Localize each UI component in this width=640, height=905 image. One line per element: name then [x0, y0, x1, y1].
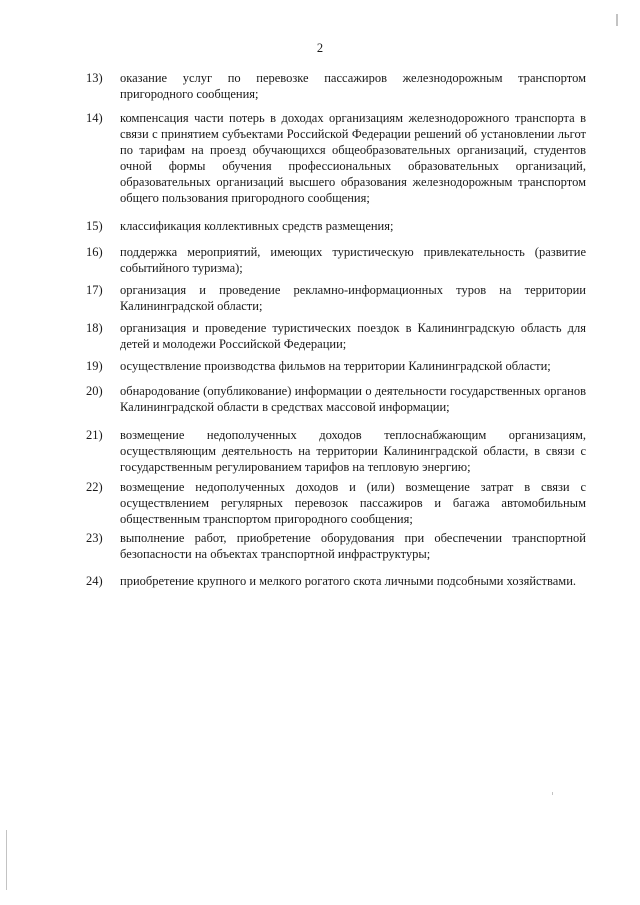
- item-number: 24): [86, 574, 103, 588]
- item-text: компенсация части потерь в доходах организациям железнодорожного транспорта в связи с принятием субъектами Российской Федерации решений об установлении льгот по тарифам на проезд обучающихся общеобразовательных организаций, студентов очной формы обучения профессиональных образовательных организаций, образовательных организаций высшего образования железнодорожным транспортом общего пользования пригородного сообщения;: [120, 111, 586, 205]
- item-number: 22): [86, 480, 103, 494]
- item-text: осуществление производства фильмов на территории Калининградской области;: [120, 359, 551, 373]
- item-number: 19): [86, 359, 103, 373]
- item-number: 17): [86, 283, 103, 297]
- item-text: возмещение недополученных доходов и (или) возмещение затрат в связи с осуществлением регулярных перевозок пассажиров и багажа автомобильным общественным транспортом пригородного сообщения;: [120, 480, 586, 526]
- item-text: классификация коллективных средств размещения;: [120, 219, 394, 233]
- item-number: 14): [86, 111, 103, 125]
- item-text: приобретение крупного и мелкого рогатого скота личными подсобными хозяйствами.: [120, 574, 577, 588]
- item-text: обнародование (опубликование) информации о деятельности государственных органов Калининградской области в средствах массовой информации;: [120, 384, 586, 414]
- item-text: возмещение недополученных доходов теплоснабжающим организациям, осуществляющим деятельность на территории Калининградской области, в связи с государственным регулированием тарифов на тепловую энергию;: [120, 428, 586, 474]
- item-number: 15): [86, 219, 103, 233]
- scan-mark: [616, 14, 618, 26]
- item-number: 16): [86, 245, 103, 259]
- item-number: 21): [86, 428, 103, 442]
- page-number: 2: [316, 41, 324, 55]
- scan-mark: [552, 792, 553, 795]
- item-number: 18): [86, 321, 103, 335]
- item-number: 23): [86, 531, 103, 545]
- scan-mark: [6, 830, 7, 890]
- item-text: оказание услуг по перевозке пассажиров железнодорожным транспортом пригородного сообщения;: [120, 71, 586, 101]
- item-number: 13): [86, 71, 103, 85]
- item-text: организация и проведение туристических поездок в Калининградскую область для детей и молодежи Российской Федерации;: [120, 321, 586, 351]
- item-text: организация и проведение рекламно-информационных туров на территории Калининградской области;: [120, 283, 586, 313]
- item-text: выполнение работ, приобретение оборудования при обеспечении транспортной безопасности на объектах транспортной инфраструктуры;: [120, 531, 586, 561]
- item-number: 20): [86, 384, 103, 398]
- item-text: поддержка мероприятий, имеющих туристическую привлекательность (развитие событийного туризма);: [120, 245, 586, 275]
